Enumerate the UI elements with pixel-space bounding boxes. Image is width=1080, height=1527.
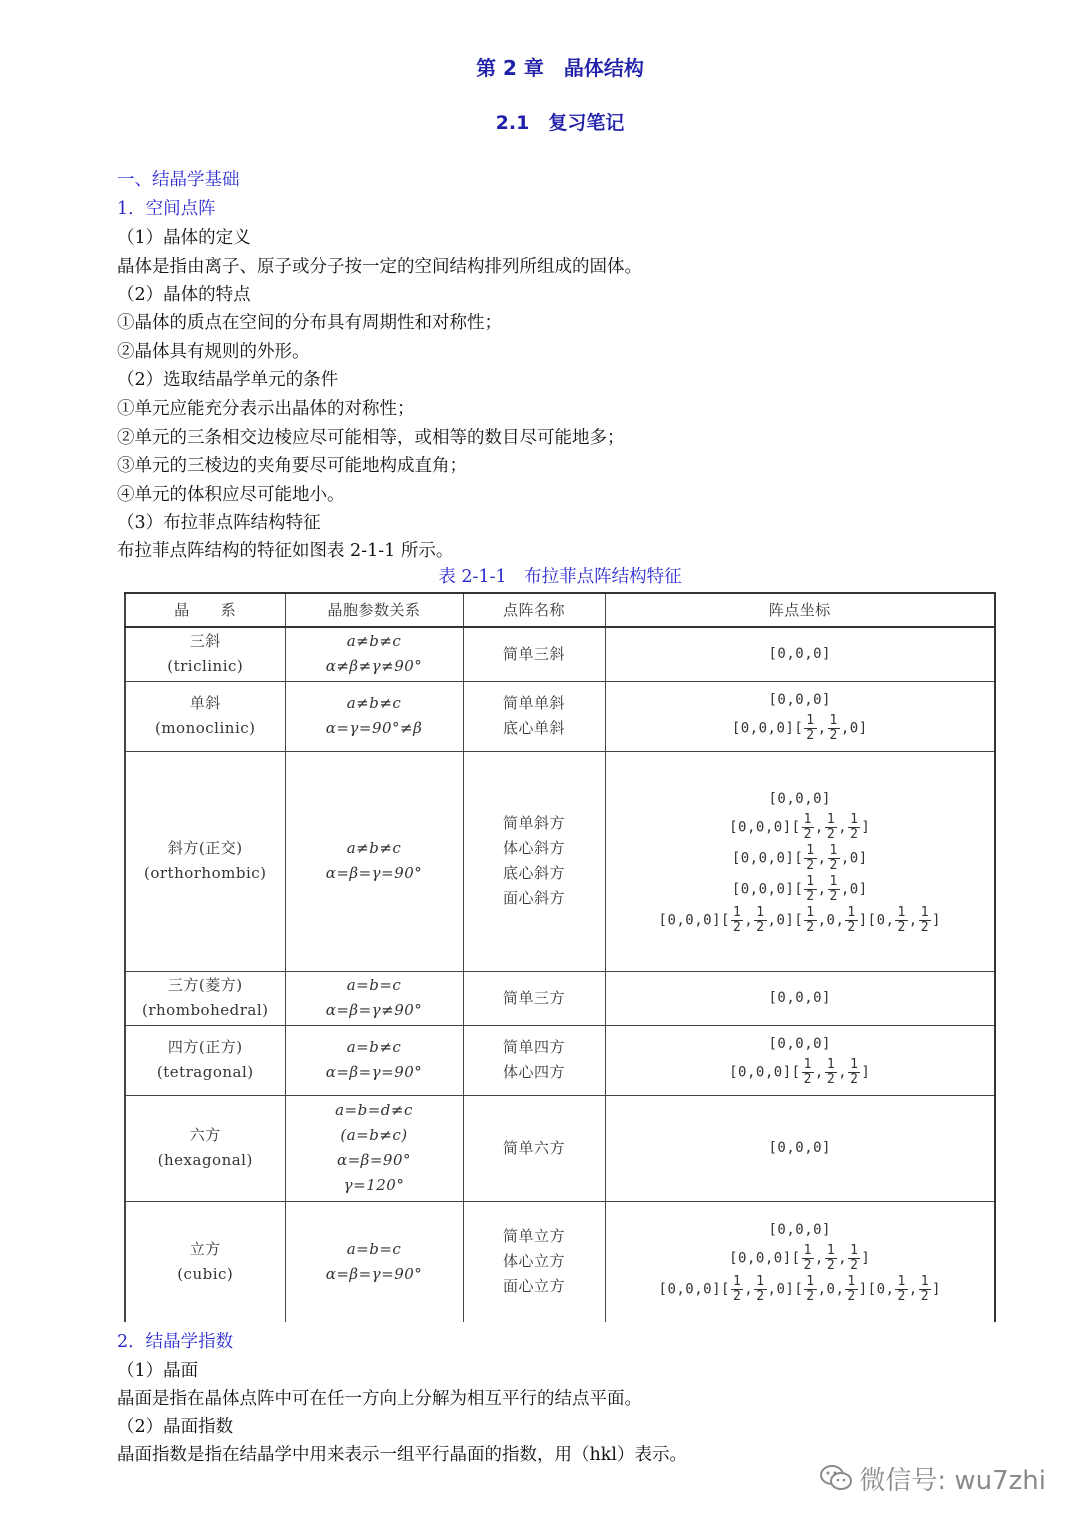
lattice-coordinates <box>605 627 995 681</box>
system-name-en: (monoclinic) <box>154 719 256 737</box>
lattice-names <box>463 1095 605 1201</box>
coord-line: [0,0,0] <box>768 1036 831 1052</box>
list-item: ②单元的三条相交边棱应尽可能相等，或相等的数目尽可能地多； <box>117 428 625 448</box>
fraction: $\frac{1}{2}$ <box>803 811 812 842</box>
param-line: a≠b≠c <box>346 694 402 712</box>
fraction: $\frac{1}{2}$ <box>756 1274 765 1305</box>
fraction: $\frac{1}{2}$ <box>920 904 930 935</box>
cell-parameters <box>285 1095 463 1201</box>
column-header: 阵点坐标 <box>605 593 995 627</box>
param-line: γ=120° <box>343 1176 405 1194</box>
system-name-en: (hexagonal) <box>157 1151 253 1169</box>
subheading-crystal-features: （2）晶体的特点 <box>117 285 251 305</box>
fraction: $\frac{1}{2}$ <box>847 904 856 935</box>
param-line: α=β=γ≠90° <box>325 1001 423 1019</box>
fraction: $\frac{1}{2}$ <box>806 904 815 935</box>
coord-line: [0,0,0] <box>768 1222 831 1239</box>
param-line: (a=b≠c) <box>340 1126 408 1144</box>
param-line: α=β=γ=90° <box>325 1063 423 1081</box>
crystal-system-cell <box>125 751 285 971</box>
param-line: a=b≠c <box>346 1038 402 1056</box>
param-line: a≠b≠c <box>346 632 402 651</box>
fraction: $\frac{1}{2}$ <box>806 1274 815 1305</box>
fraction: $\frac{1}{2}$ <box>850 1243 859 1274</box>
cell-parameters <box>285 751 463 971</box>
coord-line: [0,0,0][ $\frac{1}{2}$ , $\frac{1}{2}$ ,0] <box>731 842 868 873</box>
fraction: $\frac{1}{2}$ <box>756 904 765 935</box>
lattice-name: 体心立方 <box>502 1252 565 1271</box>
lattice-name: 体心斜方 <box>502 839 565 857</box>
lattice-name: 面心立方 <box>502 1277 565 1296</box>
param-line: α=β=γ=90° <box>325 864 423 882</box>
fraction: $\frac{1}{2}$ <box>920 1274 930 1305</box>
lattice-name: 底心斜方 <box>502 864 565 882</box>
crystal-system-cell <box>125 1025 285 1095</box>
lattice-names <box>463 971 605 1025</box>
table-row <box>125 681 995 751</box>
table-row <box>125 971 995 1025</box>
param-line: a=b=c <box>346 976 402 994</box>
cell-parameters <box>285 681 463 751</box>
lattice-name: 底心单斜 <box>502 719 565 737</box>
table-row <box>125 1025 995 1095</box>
system-name: 斜方(正交) <box>167 839 243 857</box>
coord-line: [0,0,0][ $\frac{1}{2}$ , $\frac{1}{2}$ , $\frac{1}{2}$ ] <box>729 1243 871 1274</box>
list-item: ①晶体的质点在空间的分布具有周期性和对称性； <box>117 313 502 333</box>
table-caption: 表 2-1-1 布拉菲点阵结构特征 <box>438 567 682 587</box>
fraction: $\frac{1}{2}$ <box>829 842 838 873</box>
fraction: $\frac{1}{2}$ <box>826 1057 836 1087</box>
lattice-coordinates <box>605 1025 995 1095</box>
bravais-lattice-table <box>124 592 996 1322</box>
lattice-name: 简单六方 <box>502 1138 565 1157</box>
list-item: ④单元的体积应尽可能地小。 <box>117 485 345 505</box>
lattice-names <box>463 1025 605 1095</box>
paragraph: 晶面是指在晶体点阵中可在任一方向上分解为相互平行的结点平面。 <box>117 1389 642 1409</box>
coord-line: [0,0,0][ $\frac{1}{2}$ , $\frac{1}{2}$ ,0] <box>731 713 868 743</box>
heading-crystallographic-indices: 2．结晶学指数 <box>117 1332 234 1352</box>
fraction: $\frac{1}{2}$ <box>829 873 838 904</box>
coord-line: [0,0,0] <box>768 1139 831 1156</box>
lattice-name: 简单斜方 <box>502 814 565 832</box>
subheading-unit-conditions: （2）选取结晶学单元的条件 <box>117 370 339 390</box>
watermark-text: 微信号: wu7zhi <box>859 1466 1046 1496</box>
paragraph: 晶面指数是指在结晶学中用来表示一组平行晶面的指数，用（hkl）表示。 <box>117 1445 687 1465</box>
system-name: 三方(菱方) <box>167 976 243 994</box>
fraction: $\frac{1}{2}$ <box>732 1274 742 1305</box>
fraction: $\frac{1}{2}$ <box>826 811 836 842</box>
fraction: $\frac{1}{2}$ <box>806 873 815 904</box>
coord-line: [0,0,0] <box>768 989 831 1006</box>
list-item: ①单元应能充分表示出晶体的对称性； <box>117 399 415 419</box>
coord-line: [0,0,0][ $\frac{1}{2}$ , $\frac{1}{2}$ , $\frac{1}{2}$ ] <box>729 1057 871 1087</box>
heading-crystallography-basics: 一、结晶学基础 <box>117 170 240 190</box>
fraction: $\frac{1}{2}$ <box>897 1274 906 1305</box>
lattice-name: 面心斜方 <box>502 889 565 907</box>
coord-line: [0,0,0] <box>768 790 831 807</box>
fraction: $\frac{1}{2}$ <box>806 842 815 873</box>
fraction: $\frac{1}{2}$ <box>732 904 742 935</box>
coord-line: [0,0,0][ $\frac{1}{2}$ , $\frac{1}{2}$ ,0][ $\frac{1}{2}$ ,0, $\frac{1}{2}$ ][0, $\frac{1}{2}$ , $\frac{1}{2}$ ] <box>658 1274 941 1305</box>
lattice-coordinates <box>605 1201 995 1322</box>
param-line: a=b=c <box>346 1239 402 1258</box>
lattice-names <box>463 627 605 681</box>
crystal-system-cell <box>125 1201 285 1322</box>
table-header-row <box>125 593 995 627</box>
coord-line: [0,0,0][ $\frac{1}{2}$ , $\frac{1}{2}$ ,0][ $\frac{1}{2}$ ,0, $\frac{1}{2}$ ][0, $\frac{1}{2}$ , $\frac{1}{2}$ ] <box>658 904 941 935</box>
subheading-bravais-lattice: （3）布拉菲点阵结构特征 <box>117 513 321 533</box>
table-row <box>125 1201 995 1322</box>
param-line: α=β=90° <box>336 1151 412 1169</box>
param-line: α≠β≠γ≠90° <box>325 657 423 676</box>
system-name: 立方 <box>189 1239 221 1258</box>
param-line: α=γ=90°≠β <box>325 719 423 737</box>
lattice-coordinates <box>605 1095 995 1201</box>
lattice-names <box>463 751 605 971</box>
table-row <box>125 751 995 971</box>
subheading-crystal-face: （1）晶面 <box>117 1361 199 1381</box>
system-name-en: (cubic) <box>177 1264 234 1283</box>
list-item: ②晶体具有规则的外形。 <box>117 342 310 362</box>
system-name: 六方 <box>189 1126 221 1144</box>
system-name-en: (rhombohedral) <box>142 1001 269 1019</box>
system-name: 四方(正方) <box>167 1038 243 1056</box>
table-row <box>125 627 995 681</box>
cell-parameters <box>285 1201 463 1322</box>
subheading-crystal-definition: （1）晶体的定义 <box>117 228 251 248</box>
heading-space-lattice: 1．空间点阵 <box>117 199 216 219</box>
crystal-system-cell <box>125 971 285 1025</box>
crystal-system-cell <box>125 1095 285 1201</box>
cell-parameters <box>285 971 463 1025</box>
system-name: 三斜 <box>189 632 221 651</box>
crystal-system-cell <box>125 681 285 751</box>
column-header: 点阵名称 <box>463 593 605 627</box>
lattice-names <box>463 681 605 751</box>
system-name: 单斜 <box>189 694 221 712</box>
lattice-name: 体心四方 <box>502 1063 565 1081</box>
fraction: $\frac{1}{2}$ <box>850 811 859 842</box>
lattice-coordinates <box>605 971 995 1025</box>
lattice-coordinates <box>605 681 995 751</box>
param-line: a≠b≠c <box>346 839 402 857</box>
fraction: $\frac{1}{2}$ <box>806 713 815 743</box>
table-row <box>125 1095 995 1201</box>
param-line: α=β=γ=90° <box>325 1264 423 1283</box>
lattice-name: 简单单斜 <box>502 694 565 712</box>
fraction: $\frac{1}{2}$ <box>897 904 906 935</box>
list-item: ③单元的三棱边的夹角要尽可能地构成直角； <box>117 456 467 476</box>
cell-parameters <box>285 1025 463 1095</box>
coord-line: [0,0,0][ $\frac{1}{2}$ , $\frac{1}{2}$ , $\frac{1}{2}$ ] <box>729 811 871 842</box>
system-name-en: (triclinic) <box>167 657 244 676</box>
crystal-system-cell <box>125 627 285 681</box>
system-name-en: (tetragonal) <box>156 1063 254 1081</box>
lattice-coordinates <box>605 751 995 971</box>
coord-line: [0,0,0] <box>768 645 831 662</box>
param-line: a=b=d≠c <box>335 1101 413 1119</box>
fraction: $\frac{1}{2}$ <box>826 1243 836 1274</box>
coord-line: [0,0,0][ $\frac{1}{2}$ , $\frac{1}{2}$ ,0] <box>731 873 868 904</box>
paragraph: 晶体是指由离子、原子或分子按一定的空间结构排列所组成的固体。 <box>117 257 642 277</box>
cell-parameters <box>285 627 463 681</box>
lattice-names <box>463 1201 605 1322</box>
system-name-en: (orthorhombic) <box>143 864 267 882</box>
coord-line: [0,0,0] <box>768 692 831 708</box>
fraction: $\frac{1}{2}$ <box>850 1057 859 1087</box>
lattice-name: 简单三斜 <box>502 644 565 663</box>
fraction: $\frac{1}{2}$ <box>803 1243 812 1274</box>
lattice-name: 简单立方 <box>502 1227 565 1246</box>
fraction: $\frac{1}{2}$ <box>847 1274 856 1305</box>
column-header: 晶 系 <box>125 593 285 627</box>
lattice-name: 简单四方 <box>502 1038 565 1056</box>
paragraph: 布拉菲点阵结构的特征如图表 2-1-1 所示。 <box>117 541 454 561</box>
fraction: $\frac{1}{2}$ <box>829 713 838 743</box>
wechat-icon <box>819 1464 853 1499</box>
chapter-title: 第 2 章 晶体结构 <box>476 56 644 80</box>
section-title: 2.1 复习笔记 <box>495 112 625 134</box>
wechat-watermark <box>819 1460 1046 1499</box>
column-header: 晶胞参数关系 <box>285 593 463 627</box>
fraction: $\frac{1}{2}$ <box>803 1057 812 1087</box>
lattice-name: 简单三方 <box>502 988 565 1007</box>
subheading-face-indices: （2）晶面指数 <box>117 1417 234 1437</box>
